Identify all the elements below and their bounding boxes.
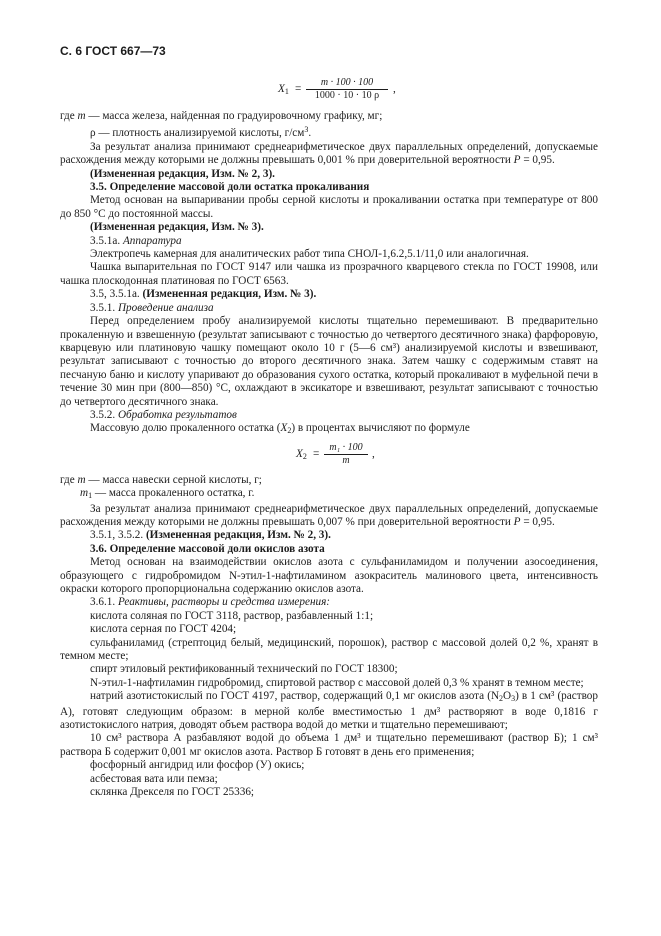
formula-denominator: 1000 · 10 · 10 ρ: [314, 90, 380, 101]
list-item: натрий азотистокислый по ГОСТ 4197, раствор, содержащий 0,1 мг окислов азота $(N_2O_3)$ в 1 см³ (раствор А), готовят следующим образом: в мерной колбе вместимостью 1 дм³ растворяют в воде 0,1816 г азотистокислого натрия, доводят объем раствора водой до метки и тщательно перемешивают;: [60, 690, 598, 732]
where-line: где m — масса железа, найденная по градуировочному графику, мг;: [60, 110, 383, 122]
subsection-heading: 3.6.1. Реактивы, растворы и средства измерения:: [90, 596, 331, 609]
paragraph: Электропечь камерная для аналитических работ типа СНОЛ-1,6.2,5.1/11,0 или аналогичная.: [90, 248, 529, 261]
formula-fraction: [324, 442, 368, 467]
formula-denominator: m: [342, 454, 350, 466]
formula-equals: =: [295, 83, 302, 95]
document-body: [60, 74, 598, 800]
list-item: спирт этиловый ректификованный технический по ГОСТ 18300;: [90, 663, 398, 676]
formula-lhs: $X_2$: [296, 447, 307, 461]
formula-x2: $X_2$ = $\frac{\text{m₁ · 100}}{m}$ ,: [296, 441, 375, 466]
list-item: N-этил-1-нафтиламин гидробромид, спиртовой раствор с массовой долей 0,3 % хранят в темном месте;: [90, 676, 584, 689]
formula-fraction: [306, 77, 388, 102]
edit-note: 3.5, 3.5.1а. (Измененная редакция, Изм. № 3).: [90, 288, 317, 301]
subsection-heading: 3.5.2. Обработка результатов: [90, 408, 237, 421]
edit-note: 3.5.1, 3.5.2. (Измененная редакция, Изм. № 2, 3).: [90, 529, 331, 542]
section-heading: 3.6. Определение массовой доли окислов азота: [90, 542, 325, 555]
paragraph: Метод основан на взаимодействии окислов азота с сульфаниламидом и получении азосоединения, образующего с гидробромидом N-этил-1-нафтиламином азокраситель малинового цвета, интенсивность окраски которого пропорциональна содержанию окислов азота.: [60, 556, 598, 595]
formula-x1: $X_1$ = $\frac{m \cdot 100 \cdot 100}{1000 \cdot 10 \cdot 10 \rho}$ ,: [278, 77, 396, 101]
paragraph: Перед определением пробу анализируемой кислоты тщательно перемешивают. В предварительно прокаленную и взвешенную (результат записывают с точностью до четвертого десятичного знака) фарфоровую, кварцевую или платиновую чашку помещают около 10 г (5—6 см³) анализируемой кислоты и взвешивают, результат записывают с точностью до второго десятичного знака. Затем чашку с содержимым ставят на песчаную баню и кислоту упаривают до образования сухого остатка, который прокаливают в муфельной печи в течение 30 мин при (800—850) °С, охлаждают в эксикаторе и взвешивают, результат записывают с точностью до четвертого десятичного знака.: [60, 315, 598, 408]
paragraph: Чашка выпарительная по ГОСТ 9147 или чашка из прозрачного кварцевого стекла по ГОСТ 19908, или чашка плоскодонная платиновая по ГОСТ 6563.: [60, 261, 598, 287]
list-item: кислота серная по ГОСТ 4204;: [90, 623, 237, 636]
paragraph: Массовую долю прокаленного остатка $(X_2)$ в процентах вычисляют по формуле: [90, 422, 470, 436]
page-header: С. 6 ГОСТ 667—73: [60, 44, 166, 58]
where-line: где m — масса навески серной кислоты, г;: [60, 473, 262, 486]
list-item: сульфаниламид (стрептоцид белый, медицинский, порошок), раствор с массовой долей 0,2 %, хранят в темном месте;: [60, 636, 598, 663]
list-item: кислота соляная по ГОСТ 3118, раствор, разбавленный 1:1;: [90, 609, 374, 622]
list-item: фосфорный ангидрид или фосфор (У) окись;: [90, 759, 305, 772]
formula-numerator: m · 100 · 100: [306, 77, 388, 90]
paragraph-result: За результат анализа принимают среднеарифметическое двух параллельных определений, допускаемые расхождения между которыми не должны превышать 0,007 % при доверительной вероятности P = 0,95.: [60, 502, 598, 528]
where-line: $m_1$ — масса прокаленного остатка, г.: [80, 487, 255, 501]
list-item: склянка Дрекселя по ГОСТ 25336;: [90, 786, 255, 799]
section-heading: 3.5. Определение массовой доли остатка прокаливания: [90, 181, 370, 194]
where-line: ρ — плотность анализируемой кислоты, $г/см^3$.: [90, 125, 312, 140]
paragraph: 10 см³ раствора А разбавляют водой до объема 1 дм³ и тщательно перемешивают (раствор Б); 1 см³ раствора Б содержит 0,001 мг окислов азота. Раствор Б готовят в день его применения;: [60, 732, 598, 758]
formula-equals: =: [313, 447, 320, 460]
subsection-heading: 3.5.1а. Аппаратура: [90, 234, 182, 247]
subsection-heading: 3.5.1. Проведение анализа: [90, 301, 214, 314]
formula-numerator: m₁ · 100: [324, 442, 368, 455]
list-item: асбестовая вата или пемза;: [90, 772, 218, 785]
formula-lhs: $X_1$: [278, 83, 289, 96]
edit-note: (Измененная редакция, Изм. № 3).: [90, 221, 264, 234]
paragraph: Метод основан на выпаривании пробы серной кислоты и прокаливании остатка при температуре от 800 до 850 °С до постоянной массы.: [60, 194, 598, 220]
edit-note: (Измененная редакция, Изм. № 2, 3).: [90, 167, 275, 180]
paragraph-result: За результат анализа принимают среднеарифметическое двух параллельных определений, допускаемые расхождения между которыми не должны превышать 0,001 % при доверительной вероятности P = 0,95.: [60, 140, 598, 167]
